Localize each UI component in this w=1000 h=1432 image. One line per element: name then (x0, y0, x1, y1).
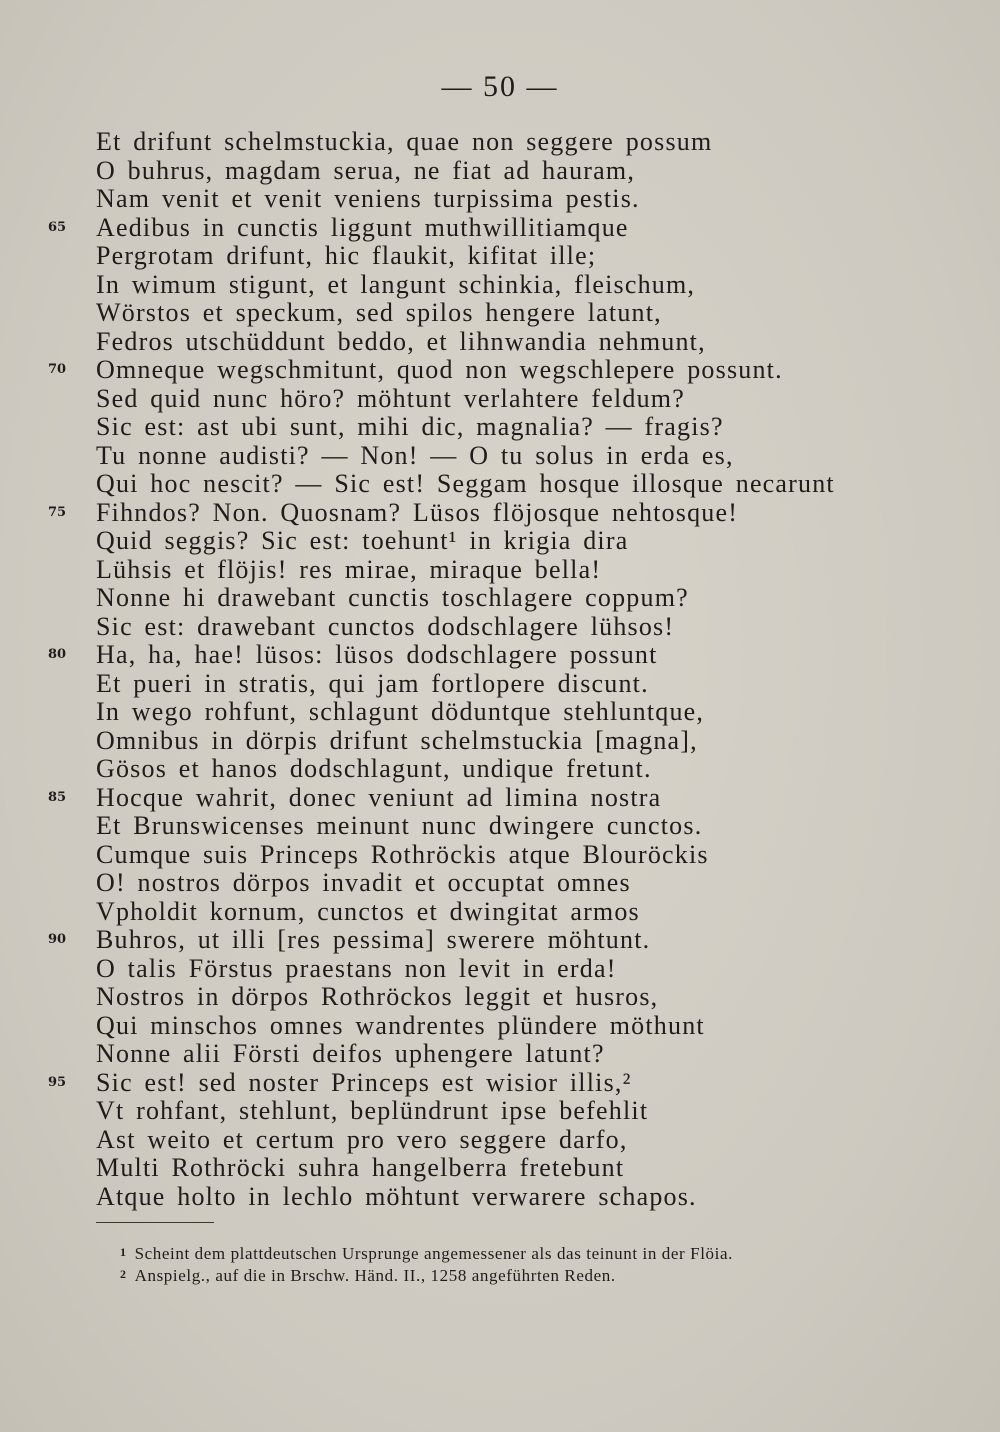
verse-text: Qui hoc nescit? — Sic est! Seggam hosque illosque necarunt (96, 469, 835, 498)
verse-line (0, 128, 1000, 157)
verse-text: Fihndos? Non. Quosnam? Lüsos flöjosque nehtosque! (96, 497, 739, 527)
verse-line (0, 242, 1000, 271)
verse-text: Pergrotam drifunt, hic flaukit, kifitat ille; (96, 241, 597, 270)
verse-text: Sic est: ast ubi sunt, mihi dic, magnalia? — fragis? (96, 412, 724, 441)
verse-line (0, 983, 1000, 1012)
verse-text: Tu nonne audisti? — Non! — O tu solus in erda es, (96, 440, 734, 470)
verse-text: Et drifunt schelmstuckia, quae non seggere possum (96, 127, 713, 156)
verse-line (0, 385, 1000, 414)
verse-line (0, 185, 1000, 214)
line-number: 75 (48, 504, 67, 520)
verse-line (0, 584, 1000, 613)
verse-line (0, 1040, 1000, 1069)
verse-text: Buhros, ut illi [res pessima] swerere möhtunt. (96, 925, 651, 954)
verse-line (0, 670, 1000, 699)
footnote-mark: 1 (120, 1245, 127, 1259)
verse-text: Sed quid nunc höro? möhtunt verlahtere feldum? (96, 383, 685, 413)
verse-list (0, 128, 1000, 1211)
line-number: 90 (48, 932, 67, 947)
verse-line (0, 1097, 1000, 1126)
verse-line (0, 926, 1000, 955)
verse-text: Omneque wegschmitunt, quod non wegschlepere possunt. (96, 355, 783, 384)
verse-line (0, 214, 1000, 243)
verse-text: Nam venit et venit veniens turpissima pestis. (96, 184, 640, 213)
verse-line (0, 1069, 1000, 1098)
verse-line (0, 898, 1000, 927)
line-number: 70 (48, 362, 67, 377)
verse-line (0, 869, 1000, 898)
verse-line (0, 1154, 1000, 1183)
verse-line (0, 1012, 1000, 1041)
verse-line (0, 841, 1000, 870)
page-number: — 50 — (441, 70, 559, 103)
verse-line (0, 527, 1000, 556)
verse-text: Aedibus in cunctis liggunt muthwillitiamque (96, 212, 629, 242)
verse-text: Gösos et hanos dodschlagunt, undique fretunt. (96, 754, 652, 783)
verse-line (0, 499, 1000, 528)
verse-text: O buhrus, magdam serua, ne fiat ad hauram, (96, 155, 636, 185)
verse-text: Nostros in dörpos Rothröckos leggit et husros, (96, 982, 659, 1011)
verse-text: Quid seggis? Sic est: toehunt¹ in krigia dira (96, 526, 629, 555)
footnote-mark: 2 (120, 1267, 127, 1281)
footnote-text: Anspielg., auf die in Brschw. Händ. II., 1258 angeführten Reden. (134, 1266, 616, 1285)
verse-text: In wego rohfunt, schlagunt döduntque stehluntque, (96, 697, 705, 726)
verse-line (0, 613, 1000, 642)
line-number: 65 (48, 219, 67, 235)
verse-line (0, 328, 1000, 357)
verse-line (0, 157, 1000, 186)
verse-text: Fedros utschüddunt beddo, et lihnwandia nehmunt, (96, 326, 706, 356)
verse-line (0, 698, 1000, 727)
verse-text: Et pueri in stratis, qui jam fortlopere discunt. (96, 668, 649, 698)
verse-text: Vt rohfant, stehlunt, beplündrunt ipse befehlit (96, 1096, 649, 1125)
verse-text: Sic est: drawebant cunctos dodschlagere lühsos! (96, 611, 675, 641)
verse-text: In wimum stigunt, et langunt schinkia, fleischum, (96, 269, 696, 299)
verse-text: Wörstos et speckum, sed spilos hengere latunt, (96, 298, 662, 327)
verse-line (0, 1126, 1000, 1155)
verse-line (0, 755, 1000, 784)
line-number: 85 (48, 789, 67, 805)
verse-line (0, 812, 1000, 841)
verse-line (0, 556, 1000, 585)
verse-text: Atque holto in lechlo möhtunt verwarere schapos. (96, 1181, 697, 1211)
verse-text: Ast weito et certum pro vero seggere darfo, (96, 1124, 628, 1154)
verse-line (0, 442, 1000, 471)
footnote-1 (120, 1244, 733, 1264)
verse-text: Cumque suis Princeps Rothröckis atque Blouröckis (96, 839, 709, 869)
verse-line (0, 356, 1000, 385)
verse-text: Omnibus in dörpis drifunt schelmstuckia [magna], (96, 725, 698, 755)
verse-text: Et Brunswicenses meinunt nunc dwingere cunctos. (96, 811, 703, 840)
line-number: 80 (48, 647, 67, 662)
verse-text: Ha, ha, hae! lüsos: lüsos dodschlagere possunt (96, 640, 658, 669)
verse-line (0, 1183, 1000, 1212)
verse-line (0, 955, 1000, 984)
footnote-rule (96, 1222, 214, 1223)
verse-text: Nonne alii Försti deifos uphengere latunt? (96, 1039, 605, 1068)
verse-text: Multi Rothröcki suhra hangelberra fretebunt (96, 1153, 625, 1182)
verse-text: O! nostros dörpos invadit et occuptat omnes (96, 868, 631, 897)
footnote-text: Scheint dem plattdeutschen Ursprunge angemessener als das teinunt in der Flöia. (134, 1244, 733, 1263)
verse-text: Sic est! sed noster Princeps est wisior illis,² (96, 1067, 632, 1097)
line-number: 95 (48, 1074, 67, 1090)
verse-text: Qui minschos omnes wandrentes plündere möthunt (96, 1010, 705, 1040)
footnote-2 (120, 1266, 616, 1286)
verse-line (0, 271, 1000, 300)
verse-line (0, 413, 1000, 442)
verse-line (0, 299, 1000, 328)
verse-line (0, 727, 1000, 756)
verse-line (0, 470, 1000, 499)
verse-text: Nonne hi drawebant cunctis toschlagere coppum? (96, 583, 689, 612)
verse-text: Hocque wahrit, donec veniunt ad limina nostra (96, 782, 662, 812)
verse-line (0, 784, 1000, 813)
verse-text: Lühsis et flöjis! res mirae, miraque bella! (96, 554, 602, 584)
verse-line (0, 641, 1000, 670)
verse-text: O talis Förstus praestans non levit in erda! (96, 953, 617, 983)
verse-text: Vpholdit kornum, cunctos et dwingitat armos (96, 896, 640, 926)
